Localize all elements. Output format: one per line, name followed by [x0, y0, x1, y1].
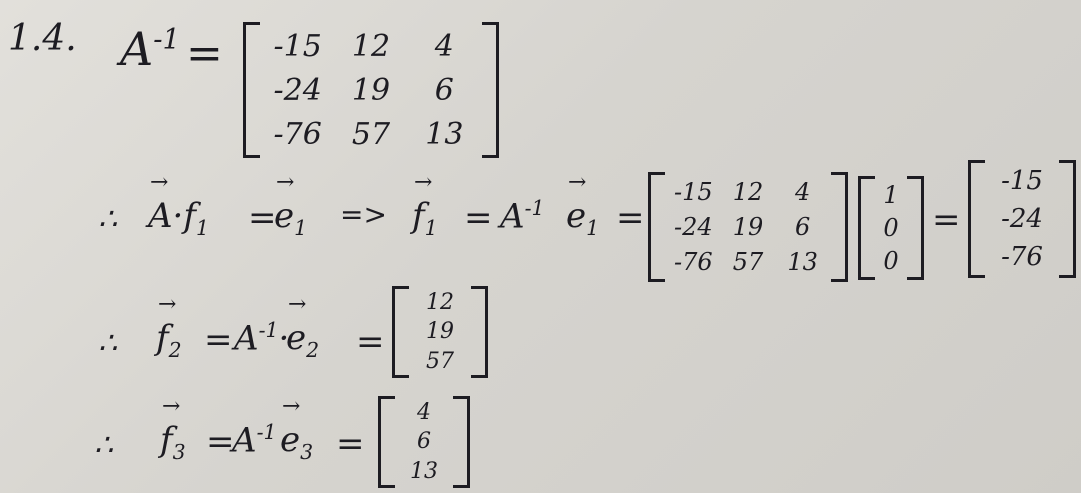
f1-lhs [148, 196, 209, 240]
f2-f-sub: 2 [168, 337, 182, 362]
f1-e1-symbol: → e [566, 196, 586, 236]
inverse-matrix-cell: 6 [434, 72, 454, 108]
f2-e-symbol: → e [286, 318, 306, 358]
f1-inverse [500, 196, 544, 236]
f1-equals-3: = [616, 198, 645, 238]
f3-f-symbol: → f [160, 420, 173, 460]
f2-a-symbol: A [234, 318, 259, 359]
f1-matrix-right-bracket [831, 172, 848, 282]
f2-result-vector [392, 286, 488, 378]
f3-result-right-bracket [453, 396, 470, 488]
f1-a-exponent: -1 [524, 196, 545, 220]
f1-result-left-bracket [968, 160, 985, 278]
f2-equals-2: = [356, 322, 385, 362]
f1-a-symbol: A [500, 196, 525, 237]
f1-e1-sub: 1 [586, 215, 600, 240]
f3-a-exponent: -1 [256, 420, 277, 444]
f1-f-sub: 1 [424, 215, 438, 240]
f1-e-sub: 1 [294, 215, 308, 240]
problem-number: 1.4. [8, 18, 77, 59]
inverse-matrix-cell: 12 [351, 28, 391, 64]
inverse-matrix-cell: -76 [273, 116, 322, 152]
f3-e3-vector [280, 420, 313, 464]
e1-cell: 1 [883, 180, 899, 209]
e1-left-bracket [858, 176, 875, 280]
inverse-matrix-cell: -15 [273, 28, 322, 64]
f1-matrix-cell: -15 [674, 177, 713, 206]
f1-matrix-cell: -76 [674, 248, 713, 277]
inverse-lhs-symbol: A [120, 22, 154, 76]
e1-cell: 0 [883, 247, 899, 276]
inverse-lhs [120, 22, 180, 76]
f2-vector [156, 318, 182, 362]
f3-result-left-bracket [378, 396, 395, 488]
f3-result-cell: 6 [417, 429, 431, 455]
f1-lhs-expr: → A·f [148, 196, 196, 236]
f1-matrix-cell: 6 [795, 212, 811, 241]
therefore-symbol-1: ∴ [98, 202, 118, 237]
inverse-matrix-cell: -24 [273, 72, 322, 108]
f1-e1-vector [566, 196, 599, 240]
f1-matrix-cell: 12 [732, 177, 764, 206]
f2-e-sub: 2 [306, 337, 320, 362]
f2-e2-vector [286, 318, 319, 362]
f3-a-symbol: A [232, 420, 257, 461]
f1-result-cell: -24 [1001, 204, 1043, 234]
f1-result-cell: -15 [1001, 166, 1043, 196]
f1-f-symbol: → f [412, 196, 425, 236]
inverse-matrix-cell: 19 [351, 72, 391, 108]
inverse-lhs-exponent: -1 [153, 22, 181, 56]
f1-equals-4: = [932, 200, 961, 240]
f2-equals-1: = [204, 320, 233, 360]
f3-result-vector [378, 396, 470, 488]
f1-result-cell: -76 [1001, 242, 1043, 272]
inverse-matrix-cell: 57 [351, 116, 391, 152]
f1-matrix-cell: 13 [787, 248, 818, 277]
f1-matrix-cell: -24 [674, 212, 713, 241]
f3-result-cell: 13 [410, 458, 438, 484]
f1-result-right-bracket [1059, 160, 1076, 278]
f1-result-vector [968, 160, 1076, 278]
f3-inverse [232, 420, 276, 460]
f1-matrix-cell: 19 [732, 212, 764, 241]
f2-f-symbol: → f [156, 318, 169, 358]
inverse-matrix-cell: 13 [425, 116, 464, 152]
f1-e-vector [274, 196, 307, 240]
f3-e-symbol: → e [280, 420, 300, 460]
f1-e-symbol: → e [274, 196, 294, 236]
f1-lhs-sub: 1 [195, 215, 209, 240]
inverse-equals: = [186, 28, 223, 79]
f2-result-left-bracket [392, 286, 409, 378]
inverse-matrix-cell: 4 [434, 28, 454, 64]
e1-right-bracket [907, 176, 924, 280]
f2-result-cell: 19 [426, 319, 454, 345]
inverse-matrix-right-bracket [482, 22, 499, 158]
therefore-symbol-2: ∴ [98, 326, 118, 361]
f1-matrix-cell: 57 [732, 248, 764, 277]
f1-equals-2: = [464, 198, 493, 238]
f1-matrix-left-bracket [648, 172, 665, 282]
therefore-symbol-3: ∴ [94, 428, 114, 463]
f3-equals-2: = [336, 424, 365, 464]
f2-dot: · [278, 318, 290, 359]
f1-inverse-matrix [648, 172, 848, 282]
inverse-matrix [243, 22, 499, 158]
f1-equals-1: = [248, 198, 277, 238]
f2-a-exponent: -1 [258, 318, 279, 342]
f2-result-right-bracket [471, 286, 488, 378]
implies-arrow: => [340, 198, 387, 231]
f3-f-sub: 3 [172, 439, 186, 464]
f2-result-cell: 12 [426, 290, 454, 316]
f3-vector [160, 420, 186, 464]
e1-cell: 0 [883, 213, 899, 242]
f3-e-sub: 3 [300, 439, 314, 464]
e1-column-vector [858, 176, 924, 280]
inverse-matrix-left-bracket [243, 22, 260, 158]
f3-equals-1: = [206, 422, 235, 462]
f2-inverse [234, 318, 289, 358]
f3-result-cell: 4 [417, 400, 431, 426]
f1-matrix-cell: 4 [795, 177, 811, 206]
f1-vector [412, 196, 438, 240]
f2-result-cell: 57 [426, 348, 454, 374]
